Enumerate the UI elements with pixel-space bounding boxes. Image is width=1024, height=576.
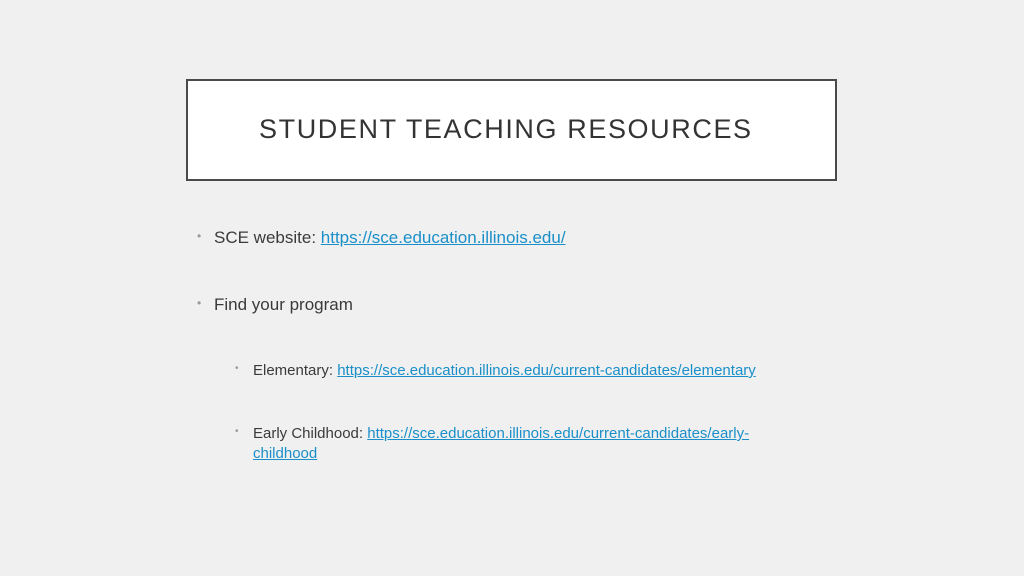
sce-website-link[interactable]: https://sce.education.illinois.edu/ [320,228,566,247]
bullet-dot: • [235,363,239,374]
bullet-sce-website [214,228,566,248]
bullet-dot: • [235,426,239,437]
elementary-label: Elementary: [253,362,334,379]
bullet-dot: • [197,229,202,243]
early-childhood-link-part2[interactable]: childhood [253,445,318,462]
find-program-label: Find your program [214,295,353,314]
bullet-dot: • [197,296,202,310]
elementary-link[interactable]: https://sce.education.illinois.edu/current-candidates/elementary [337,362,756,379]
bullet-early-childhood [253,425,749,442]
sce-website-label: SCE website: [214,228,317,247]
early-childhood-label: Early Childhood: [253,425,364,442]
early-childhood-link-part1[interactable]: https://sce.education.illinois.edu/current-candidates/early- [367,425,750,442]
slide-title: STUDENT TEACHING RESOURCES [259,114,753,144]
bullet-early-childhood-continued [253,445,317,462]
bullet-elementary [253,362,756,379]
bullet-find-program [214,295,353,315]
